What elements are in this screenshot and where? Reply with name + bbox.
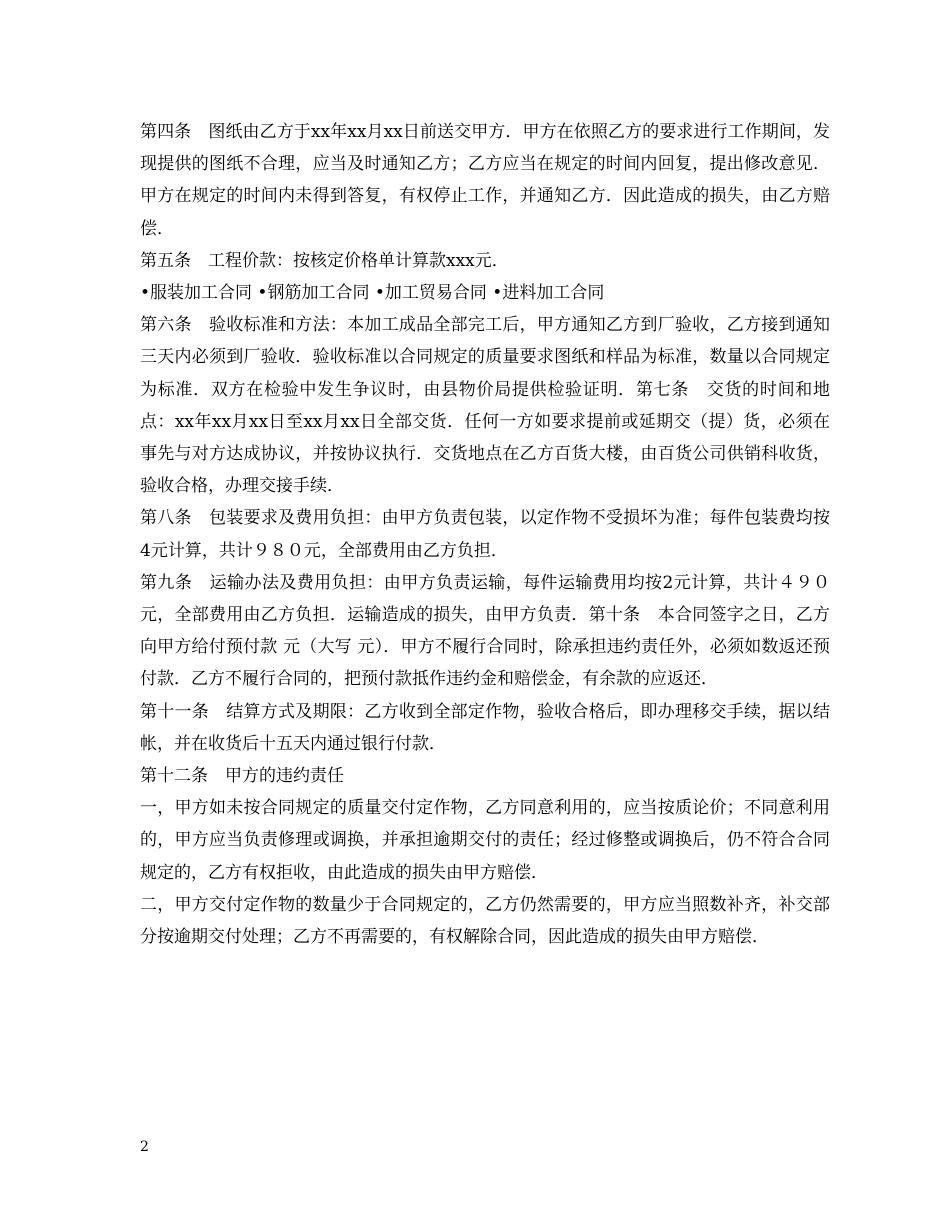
article-9-10-paragraph: 第九条 运输办法及费用负担：由甲方负责运输，每件运输费用均按2元计算，共计４９０元，全部费用由乙方负担．运输造成的损失，由甲方负责．第十条 本合同签字之日，乙方向甲方给付预付款 元（大写 元）．甲方不履行合同时，除承担违约责任外，必须如数返还预付款．乙方不履行合同的，把预付款抵作违约金和赔偿金，有余款的应返还． xyxy=(140,572,830,690)
document-body xyxy=(140,116,830,953)
page-number: 2 xyxy=(140,1139,149,1155)
article-8-paragraph: 第八条 包装要求及费用负担：由甲方负责包装，以定作物不受损坏为准；每件包装费均按4元计算，共计９８０元，全部费用由乙方负担． xyxy=(140,508,830,561)
related-contracts-links: •服装加工合同 •钢筋加工合同 •加工贸易合同 •进料加工合同 xyxy=(140,283,605,304)
article-6-7-paragraph: 第六条 验收标准和方法：本加工成品全部完工后，甲方通知乙方到厂验收，乙方接到通知三天内必须到厂验收．验收标准以合同规定的质量要求图纸和样品为标准，数量以合同规定为标准．双方在检验中发生争议时，由县物价局提供检验证明．第七条 交货的时间和地点：xx年xx月xx日至xx月xx日全部交货．任何一方如要求提前或延期交（提）货，必须在事先与对方达成协议，并按协议执行．交货地点在乙方百货大楼，由百货公司供销科收货，验收合格，办理交接手续． xyxy=(140,315,830,497)
article-12-clause-2: 二，甲方交付定作物的数量少于合同规定的，乙方仍然需要的，甲方应当照数补齐，补交部分按逾期交付处理；乙方不再需要的，有权解除合同，因此造成的损失由甲方赔偿． xyxy=(140,894,830,948)
article-11-paragraph: 第十一条 结算方式及期限：乙方收到全部定作物，验收合格后，即办理移交手续，据以结帐，并在收货后十五天内通过银行付款． xyxy=(140,701,830,754)
article-12-heading: 第十二条 甲方的违约责任 xyxy=(140,766,344,787)
article-5-paragraph: 第五条 工程价款：按核定价格单计算款xxx元． xyxy=(140,250,509,271)
article-4-paragraph: 第四条 图纸由乙方于xx年xx月xx日前送交甲方．甲方在依照乙方的要求进行工作期间，发现提供的图纸不合理，应当及时通知乙方；乙方应当在规定的时间内回复，提出修改意见．甲方在规定的时间内未得到答复，有权停止工作，并通知乙方．因此造成的损失，由乙方赔偿． xyxy=(140,122,830,239)
article-12-clause-1: 一，甲方如未按合同规定的质量交付定作物，乙方同意利用的，应当按质论价；不同意利用的，甲方应当负责修理或调换，并承担逾期交付的责任；经过修整或调换后，仍不符合合同规定的，乙方有权拒收，由此造成的损失由甲方赔偿． xyxy=(140,798,830,883)
